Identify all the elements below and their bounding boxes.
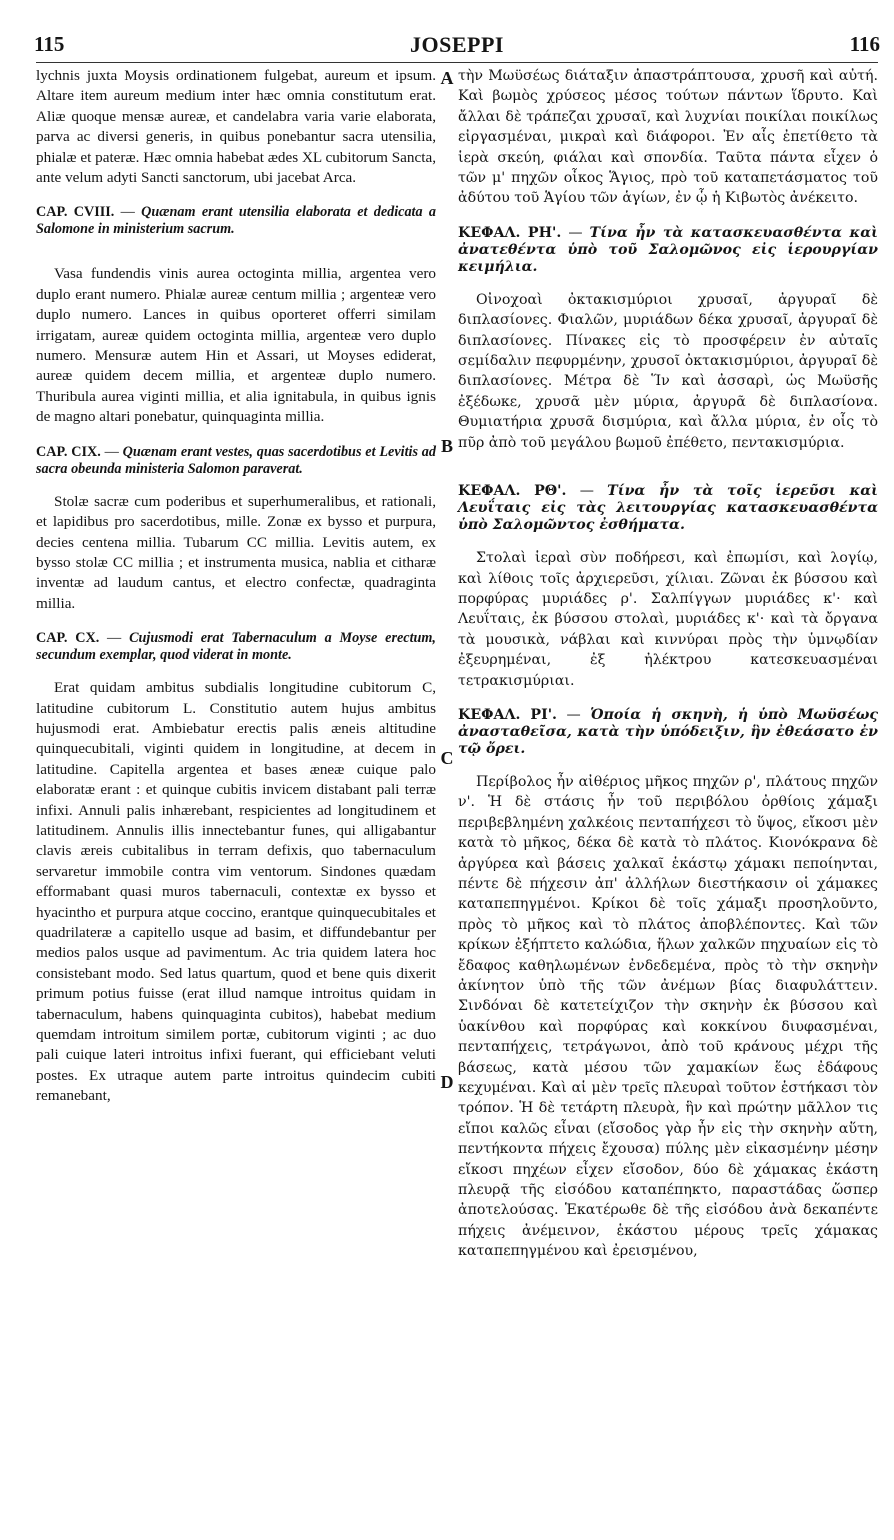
greek-paragraph: Περίβολος ἦν αἰθέριος μῆκος πηχῶν ρ', πλάτους πηχῶν ν'. Ἡ δὲ στάσις ἦν τοῦ περιβόλου ὀρθίοις χάμαξι περιβεβλημένη χαλκέοις πενταπήχεσι τὸ ὕψος, εἴκοσι μὲν κατὰ τὸ μῆκος, δέκα δὲ κατὰ τὸ πλάτος. Κιονόκρανα δὲ ἀργύρεα καὶ βάσεις χαλκαῖ ἑκάστῳ χάμακι πεποίηνται, πέντε δὲ πήχεσιν ἀπ' ἀλλήλων διεστήκασιν οἱ χάμακες καταπεπηγμένοι. Κρίκοι δὲ τοῖς χάμαξι προσηλοῦντο, πρὸς τὸ μῆκος καὶ τὸ πλάτος ἀποβλέποντες. Καὶ τῶν κρίκων ἐξήπτετο καλώδια, ἥλων χαλκῶν πηχυαίων εἰς τὸ ἔδαφος καθηλωμένων ἐνδεδεμένα, πρὸς τὸ τὴν σκηνὴν ἀκίνητον ὑπὸ τῆς τῶν ἀνέμων βίας διαφυλάττειν. Σινδόναι δὲ κατετείχιζον τὴν σκηνὴν ἐκ βύσσου καὶ ὑακίνθου καὶ πορφύρας καὶ κοκκίνου διυφασμέναι, πενταπήχεις, τετράγωνοι, ἀπὸ τοῦ κράνους μέχρι τῆς βάσεως, κατὰ μέσου τῶν χαμακίων ἕως ἐδάφους κεχυμέναι. Καὶ αἱ μὲν τρεῖς πλευραὶ τοῦτον ἑστήκασι τὸν τρόπον. Ἡ δὲ τετάρτη πλευρὰ, ἣν καὶ πρώτην μᾶλλον τις εἴποι καλῶς εἶναι (εἴσοδος γὰρ ἦν εἰς τὴν σκηνὴν αὕτη, πεντήκοντα πήχεις ἔχουσα) πύλης μὲν εἰκασμένην μέσην εἴκοσι πηχέων εἶχεν εἴσοδον, δύο δὲ χάμακας ἑκάστη πλευρᾷ τῆς εἰσόδου καταπέπηκτο, παραστάδας ὥσπερ ἀποτελούσας. Ἑκατέρωθε δὲ τῆς εἰσόδου ἀνὰ δεκαπέντε πήχεις ἀνέμεινον, ἑκάστου μέρους τρεῖς χάμακας καταπεπηγμένου καὶ ἐρεισμένου, xyxy=(458,773,878,1260)
chapter-heading: CAP. CX. — Cujusmodi erat Tabernaculum a Moyse erectum, secundum exemplar, quod viderat in monte. xyxy=(36,630,436,664)
section-marker: C xyxy=(440,748,454,768)
greek-paragraph: Οἰνοχοαὶ ὀκτακισμύριοι χρυσαῖ, ἀργυραῖ δὲ διπλασίονες. Φιαλῶν, μυριάδων δέκα χρυσαῖ, ἀργυραῖ δὲ διπλασίονες. Πίνακες εἰς τὸ προσφέρειν ἐν αὐταῖς σεμίδαλιν πεφυρμένην, χρυσοῖ ὀκτακισμύριοι, ἀργυραῖ δὲ διπλασίονες. Μέτρα δὲ Ἵν καὶ ἀσσαρὶ, ὡς Μωϋσῆς ἐξέδωκε, χρυσᾶ μὲν μύρια, ἀργυρᾶ δὲ διπλασίονα. Θυμιατήρια χρυσᾶ δισμύρια, καὶ ἄλλα μύρια, ἐν οἷς τὸ πῦρ ἀπὸ τοῦ μεγάλου βωμοῦ ἐπέθετο, πεντακισμύρια. xyxy=(458,291,878,451)
chapter-heading: CAP. CVIII. — Quænam erant utensilia elaborata et dedicata a Salomone in ministerium sacrum. xyxy=(36,204,437,238)
chapter-title: Cujusmodi erat Tabernaculum a Moyse erectum, secundum exemplar, quod viderat in monte. xyxy=(36,630,436,664)
latin-paragraph: Erat quidam ambitus subdialis longitudine cubitorum C, latitudine cubitorum L. Constitutio autem hujus ambitus hujusmodi erat. Ambiebatur erectis palis æneis altitudine quinquecubitali, viginti quidem in longitudine, at decem in latitudine. Capitella argentea et bases æneæ cuique palo elaboratæ erant : et quinque cubitis invicem distabant pali terræ infixi. Annuli palis inhærebant, respicientes ad longitudinem et latitudinem. Annulis illis innectebantur funes, qui alligabantur clavis æreis cubitalibus in terram defixis, quo tabernaculum servaretur immobile contra vim ventorum. Sindones quædam efformabant quasi muros tabernaculi, contextæ ex bysso et hyacintho et purpura atque coccino, erantque quinquecubitales et quadrilateræ a capitello usque ad basim, et diffundebantur per medios palos usque ad pavimentum. Ac tria quidem latera hoc consistebant modo. Sed latus quartum, quod et bene quis dixerit primum potius fuisse (erat illud namque introitus quidam in tabernaculum, habens quinquaginta cubitos), habebat medium quemdam introitum similem portæ, cubitorum viginti ; ac duo pali cuique lateri introitus infixi fuerant, qui efficiebant veluti postes. Ex utraque autem parte introitus quindecim cubiti remanebant, xyxy=(36,679,436,1105)
chapter-heading: CAP. CIX. — Quænam erant vestes, quas sacerdotibus et Levitis ad sacra obeunda ministeria Salomon paraverat. xyxy=(36,443,436,477)
chapter-number: ΚΕΦΑΛ. ΡΘ'. xyxy=(458,483,567,500)
page-number-right: 116 xyxy=(849,32,880,56)
latin-paragraph: lychnis juxta Moysis ordinationem fulgebat, aureum et ipsum. Altare item aureum medium inter hæc omnia constitutum erat. Aliæ quoque mensæ aureæ, et candelabra varia varie elaborata, parva ac diversi generis, in quibus ponebantur sacra utensilia, phialæ et pateræ. Hæc omnia habebat ædes XL cubitorum Sancta, ante velum adyti Sancti sanctorum, ubi jacebat Arca. xyxy=(36,67,436,187)
page-number-left: 115 xyxy=(34,32,65,56)
chapter-number: ΚΕΦΑΛ. ΡΗ'. xyxy=(458,224,562,241)
chapter-number: ΚΕΦΑΛ. ΡΙ'. xyxy=(458,706,557,723)
section-marker: D xyxy=(440,1072,454,1092)
section-marker: B xyxy=(440,436,453,456)
chapter-number: CAP. CIX. xyxy=(36,443,101,460)
chapter-title: Quænam erant utensilia elaborata et dedicata a Salomone in ministerium sacrum. xyxy=(36,204,437,238)
chapter-title: Τίνα ἦν τὰ τοῖς ἱερεῦσι καὶ Λευΐταις εἰς τὰς λειτουργίας κατασκευασθέντα ὑπὸ Σαλομῶντος ἐσθήματα. xyxy=(458,483,878,534)
page-header xyxy=(34,28,880,58)
chapter-heading: ΚΕΦΑΛ. ΡΙ'. — Ὁποία ἡ σκηνὴ, ἡ ὑπὸ Μωϋσέως ἀνασταθεῖσα, κατὰ τὴν ὑπόδειξιν, ἣν ἐθεάσατο ἐν τῷ ὄρει. xyxy=(458,706,878,757)
chapter-number: CAP. CVIII. xyxy=(36,204,115,221)
chapter-number: CAP. CX. xyxy=(36,630,100,647)
chapter-heading: ΚΕΦΑΛ. ΡΘ'. — Τίνα ἦν τὰ τοῖς ἱερεῦσι καὶ Λευΐταις εἰς τὰς λειτουργίας κατασκευασθέντα ὑπὸ Σαλομῶντος ἐσθήματα. xyxy=(458,483,878,534)
running-title: JOSEPPI xyxy=(410,32,504,57)
chapter-title: Quænam erant vestes, quas sacerdotibus et Levitis ad sacra obeunda ministeria Salomon paraverat. xyxy=(36,443,436,477)
latin-paragraph: Vasa fundendis vinis aurea octoginta millia, argentea vero duplo erant numero. Phialæ aureæ centum millia ; argenteæ vero duplo numero. Lances in quibus oporteret offerri similam irrigatam, aureæ quidem octoginta millia, argenteæ vero duplo numero. Mensuræ autem Hin et Assari, ut Moyses ediderat, aureæ quidem decem millia, et argenteæ duplo numero. Thuribula aurea viginti millia, et alia ignitabula, in quibus ignis de magno altari ponebatur, quinquaginta millia. xyxy=(36,265,436,426)
latin-column xyxy=(36,66,436,1107)
header-rule xyxy=(36,62,878,63)
greek-paragraph: Στολαὶ ἱεραὶ σὺν ποδήρεσι, καὶ ἐπωμίσι, καὶ λογίῳ, καὶ λίθοις τοῖς ἀρχιερεῦσι, χίλιαι. Ζῶναι ἐκ βύσσου καὶ πορφύρας μυριάδες ρ'. Σαλπίγγων μυριάδες κ'· καὶ Λευΐταις, ἐκ βύσσου στολαὶ, μυριάδες κ'· καὶ τὰ ὄργανα τὰ μουσικὰ, νάβλαι καὶ κιννύραι πρὸς τὴν ὑμνῳδίαν ἐξευρημέναι, ἐξ ἠλέκτρου κατεσκευασμέναι τετρακισμύριαι. xyxy=(458,550,878,689)
section-marker: A xyxy=(440,68,454,88)
chapter-title: Ὁποία ἡ σκηνὴ, ἡ ὑπὸ Μωϋσέως ἀνασταθεῖσα, κατὰ τὴν ὑπόδειξιν, ἣν ἐθεάσατο ἐν τῷ ὄρει. xyxy=(458,706,878,757)
greek-paragraph: τὴν Μωϋσέως διάταξιν ἀπαστράπτουσα, χρυσῆ καὶ αὐτή. Καὶ βωμὸς χρύσεος μέσος τούτων πάντων ἵδρυτο. Καὶ ἄλλαι δὲ τράπεζαι χρυσαῖ, καὶ λυχνίαι ποικίλαι ποικίλως εἰργασμέναι, μικραὶ καὶ διάφοροι. Ἐν αἷς ἐπετίθετο τὰ ἱερὰ σκεύη, φιάλαι καὶ σπονδία. Ταῦτα πάντα εἶχεν ὁ τῶν μ' πηχῶν οἶκος Ἅγιος, πρὸ τοῦ καταπετάσματος τοῦ ἀδύτου τοῦ Ἁγίου τῶν ἁγίων, ἐν ᾧ ἡ Κιβωτὸς ἀνέκειτο. xyxy=(458,68,878,207)
chapter-title: Τίνα ἦν τὰ κατασκευασθέντα καὶ ἀνατεθέντα ὑπὸ τοῦ Σαλομῶνος εἰς ἱερουργίαν κειμήλια. xyxy=(458,224,878,275)
greek-column xyxy=(458,66,878,1262)
chapter-heading: ΚΕΦΑΛ. ΡΗ'. — Τίνα ἦν τὰ κατασκευασθέντα καὶ ἀνατεθέντα ὑπὸ τοῦ Σαλομῶνος εἰς ἱερουργίαν κειμήλια. xyxy=(458,224,878,275)
latin-paragraph: Stolæ sacræ cum poderibus et superhumeralibus, et rationali, et lapidibus pro sacerdotibus, mille. Zonæ ex bysso et purpura, decies centena millia. Tubarum CC millia. Levitis autem, ex bysso stolæ CC millia ; et instrumenta musica, nablia et citharæ inventæ ad laudum cantus, et electro confectæ, quadraginta millia. xyxy=(36,492,436,612)
